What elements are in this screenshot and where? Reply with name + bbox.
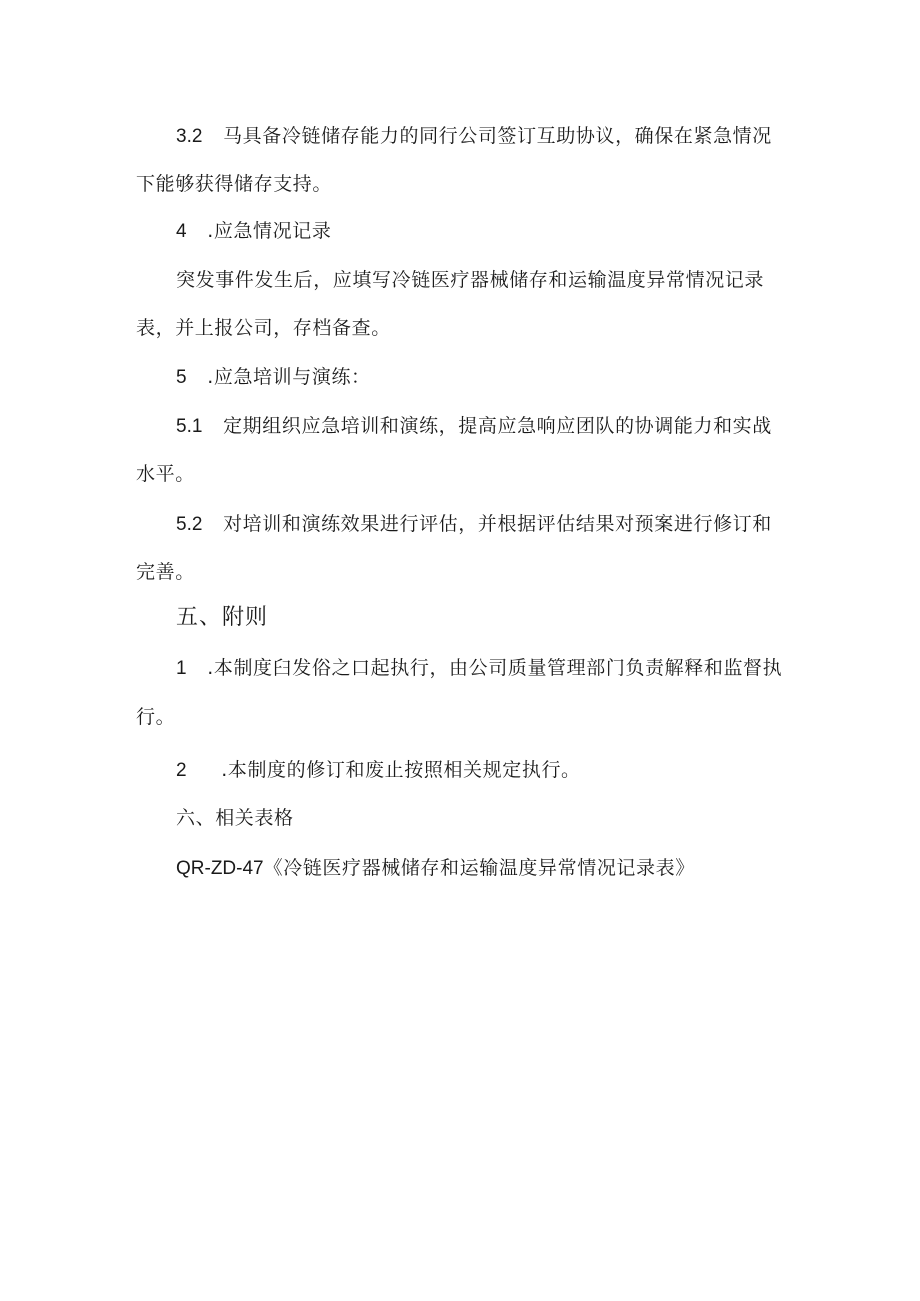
item-title: .应急培训与演练：	[207, 366, 371, 388]
paragraph-3-2-line-2	[136, 172, 332, 196]
section-5-title	[176, 604, 268, 632]
paragraph-5-2-line-1	[176, 512, 772, 537]
form-code: QR-ZD-47	[176, 858, 264, 879]
form-reference	[176, 856, 695, 881]
rule-number: 2	[176, 760, 187, 781]
clause-text-continued: 完善。	[136, 561, 195, 583]
paragraph-4-line-2	[136, 316, 391, 340]
rule-text: .本制度的修订和废止按照相关规定执行。	[221, 759, 581, 781]
paragraph-5-2-line-2	[136, 560, 195, 584]
item-title: .应急情况记录	[207, 220, 332, 242]
paragraph-5-1-line-1	[176, 414, 772, 439]
clause-number: 3.2	[176, 126, 203, 147]
clause-text: 定期组织应急培训和演练，提高应急响应团队的协调能力和实战	[223, 415, 772, 437]
rule-text: .本制度臼发俗之口起执行，由公司质量管理部门负责解释和监督执	[207, 657, 783, 679]
clause-number: 5.1	[176, 416, 203, 437]
form-title: 《冷链医疗器械储存和运输温度异常情况记录表》	[263, 857, 695, 879]
rule-2	[176, 758, 581, 783]
paragraph-5-1-line-2	[136, 462, 195, 486]
item-number: 4	[176, 221, 187, 242]
rule-number: 1	[176, 658, 187, 679]
rule-1-line-1	[176, 656, 782, 681]
item-4-heading	[176, 219, 331, 244]
clause-number: 5.2	[176, 514, 203, 535]
paragraph-text: 突发事件发生后，应填写冷链医疗器械储存和运输温度异常情况记录	[176, 269, 765, 291]
rule-1-line-2	[136, 705, 175, 729]
paragraph-4-line-1	[176, 268, 764, 292]
item-number: 5	[176, 367, 187, 388]
clause-text: 马具备冷链储存能力的同行公司签订互助协议，确保在紧急情况	[223, 125, 772, 147]
section-title-text: 六、相关表格	[176, 807, 294, 829]
paragraph-text-continued: 表，并上报公司，存档备查。	[136, 317, 391, 339]
section-title-text: 五、附则	[176, 605, 269, 630]
paragraph-3-2-line-1	[176, 124, 772, 149]
clause-text: 对培训和演练效果进行评估，并根据评估结果对预案进行修订和	[223, 513, 772, 535]
rule-text-continued: 行。	[136, 706, 176, 728]
clause-text-continued: 下能够获得储存支持。	[136, 173, 333, 195]
clause-text-continued: 水平。	[136, 463, 195, 485]
section-6-title	[176, 806, 294, 830]
item-5-heading	[176, 365, 371, 390]
